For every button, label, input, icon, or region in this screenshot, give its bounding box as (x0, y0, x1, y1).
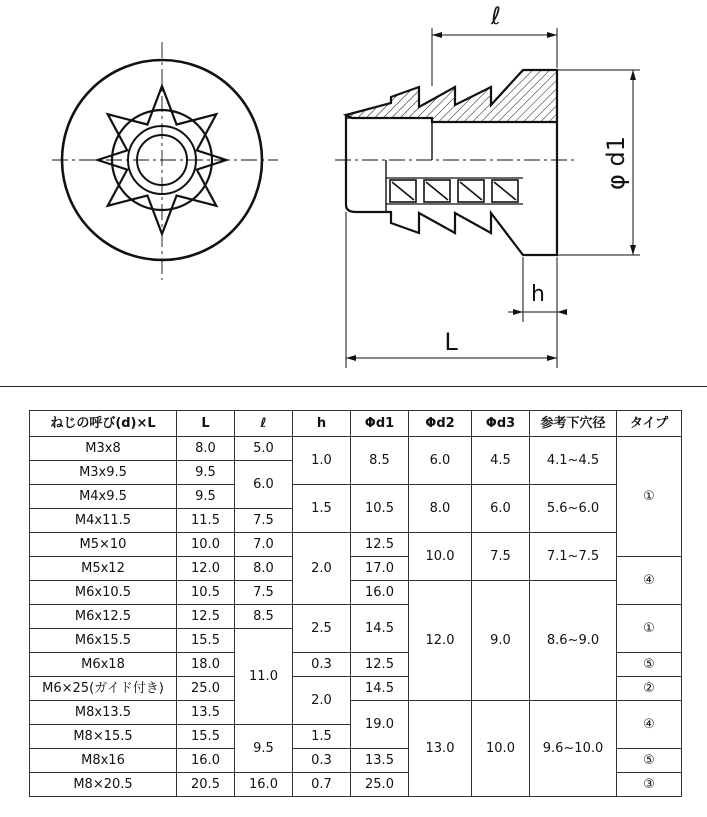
size-cell: M6x15.5 (30, 629, 177, 653)
d1-cell: 14.5 (351, 605, 409, 653)
header-d3: Φd3 (472, 411, 530, 437)
d3-cell: 7.5 (472, 533, 530, 581)
size-cell: M6×25(ガイド付き) (30, 677, 177, 701)
d2-cell: 10.0 (409, 533, 472, 581)
d2-cell: 6.0 (409, 437, 472, 485)
h-cell: 1.0 (293, 437, 351, 485)
type-cell: ③ (617, 773, 682, 797)
d1-cell: 8.5 (351, 437, 409, 485)
table-row (30, 437, 682, 461)
L-cell: 12.0 (177, 557, 235, 581)
l-cell: 7.5 (235, 581, 293, 605)
h-cell: 0.3 (293, 653, 351, 677)
l-cell: 9.5 (235, 725, 293, 773)
header-L: L (177, 411, 235, 437)
h-cell: 2.0 (293, 533, 351, 605)
h-cell: 1.5 (293, 485, 351, 533)
size-cell: M8×15.5 (30, 725, 177, 749)
L-cell: 16.0 (177, 749, 235, 773)
l-cell: 6.0 (235, 461, 293, 509)
dim-label-L: L (444, 328, 458, 356)
size-cell: M4x9.5 (30, 485, 177, 509)
h-cell: 0.7 (293, 773, 351, 797)
header-d1: Φd1 (351, 411, 409, 437)
L-cell: 25.0 (177, 677, 235, 701)
L-cell: 9.5 (177, 485, 235, 509)
header-l: ℓ (235, 411, 293, 437)
h-cell: 2.0 (293, 677, 351, 725)
d1-cell: 12.5 (351, 653, 409, 677)
type-cell: ② (617, 677, 682, 701)
type-cell: ④ (617, 701, 682, 749)
table-row (30, 701, 682, 725)
header-type: タイプ (617, 411, 682, 437)
dim-label-l: ℓ (491, 2, 501, 30)
table-row (30, 485, 682, 509)
size-cell: M5x12 (30, 557, 177, 581)
d1-cell: 17.0 (351, 557, 409, 581)
insert-nut-technical-drawing (0, 0, 707, 385)
size-cell: M8×20.5 (30, 773, 177, 797)
L-cell: 8.0 (177, 437, 235, 461)
dim-label-h: h (531, 282, 545, 307)
hole-cell: 4.1~4.5 (530, 437, 617, 485)
type-cell: ① (617, 437, 682, 557)
type-cell: ⑤ (617, 749, 682, 773)
d1-cell: 13.5 (351, 749, 409, 773)
h-cell: 0.3 (293, 749, 351, 773)
size-cell: M8x16 (30, 749, 177, 773)
d1-cell: 12.5 (351, 533, 409, 557)
table-header-row (30, 411, 682, 437)
type-cell: ④ (617, 557, 682, 605)
h-cell: 2.5 (293, 605, 351, 653)
d3-cell: 10.0 (472, 701, 530, 797)
d1-cell: 19.0 (351, 701, 409, 749)
L-cell: 13.5 (177, 701, 235, 725)
hole-cell: 8.6~9.0 (530, 581, 617, 701)
d1-cell: 25.0 (351, 773, 409, 797)
size-cell: M5×10 (30, 533, 177, 557)
l-cell: 8.5 (235, 605, 293, 629)
side-view (335, 70, 578, 255)
size-cell: M4x11.5 (30, 509, 177, 533)
l-cell: 11.0 (235, 629, 293, 725)
l-cell: 7.5 (235, 509, 293, 533)
hole-cell: 5.6~6.0 (530, 485, 617, 533)
knurl-pattern (390, 180, 518, 202)
hole-cell: 7.1~7.5 (530, 533, 617, 581)
l-cell: 8.0 (235, 557, 293, 581)
l-cell: 5.0 (235, 437, 293, 461)
header-h: h (293, 411, 351, 437)
size-cell: M3x9.5 (30, 461, 177, 485)
type-cell: ⑤ (617, 653, 682, 677)
d3-cell: 6.0 (472, 485, 530, 533)
d2-cell: 12.0 (409, 581, 472, 701)
spec-table (29, 410, 682, 797)
header-d2: Φd2 (409, 411, 472, 437)
d1-cell: 10.5 (351, 485, 409, 533)
L-cell: 15.5 (177, 725, 235, 749)
section-hatched-area (346, 70, 557, 122)
hole-cell: 9.6~10.0 (530, 701, 617, 797)
size-cell: M8x13.5 (30, 701, 177, 725)
table-row (30, 533, 682, 557)
L-cell: 10.0 (177, 533, 235, 557)
header-size: ねじの呼び(d)×L (30, 411, 177, 437)
l-cell: 16.0 (235, 773, 293, 797)
d3-cell: 4.5 (472, 437, 530, 485)
external-outline (346, 122, 557, 255)
L-cell: 9.5 (177, 461, 235, 485)
section-divider (0, 386, 707, 387)
L-cell: 10.5 (177, 581, 235, 605)
size-cell: M6x10.5 (30, 581, 177, 605)
L-cell: 20.5 (177, 773, 235, 797)
L-cell: 18.0 (177, 653, 235, 677)
end-view (52, 42, 278, 280)
L-cell: 11.5 (177, 509, 235, 533)
d2-cell: 13.0 (409, 701, 472, 797)
header-hole: 参考下穴径 (530, 411, 617, 437)
type-cell: ① (617, 605, 682, 653)
h-cell: 1.5 (293, 725, 351, 749)
dim-label-d1: φ d1 (602, 136, 630, 190)
table-row (30, 581, 682, 605)
size-cell: M6x18 (30, 653, 177, 677)
d1-cell: 16.0 (351, 581, 409, 605)
d1-cell: 14.5 (351, 677, 409, 701)
l-cell: 7.0 (235, 533, 293, 557)
size-cell: M6x12.5 (30, 605, 177, 629)
d2-cell: 8.0 (409, 485, 472, 533)
size-cell: M3x8 (30, 437, 177, 461)
L-cell: 12.5 (177, 605, 235, 629)
d3-cell: 9.0 (472, 581, 530, 701)
L-cell: 15.5 (177, 629, 235, 653)
